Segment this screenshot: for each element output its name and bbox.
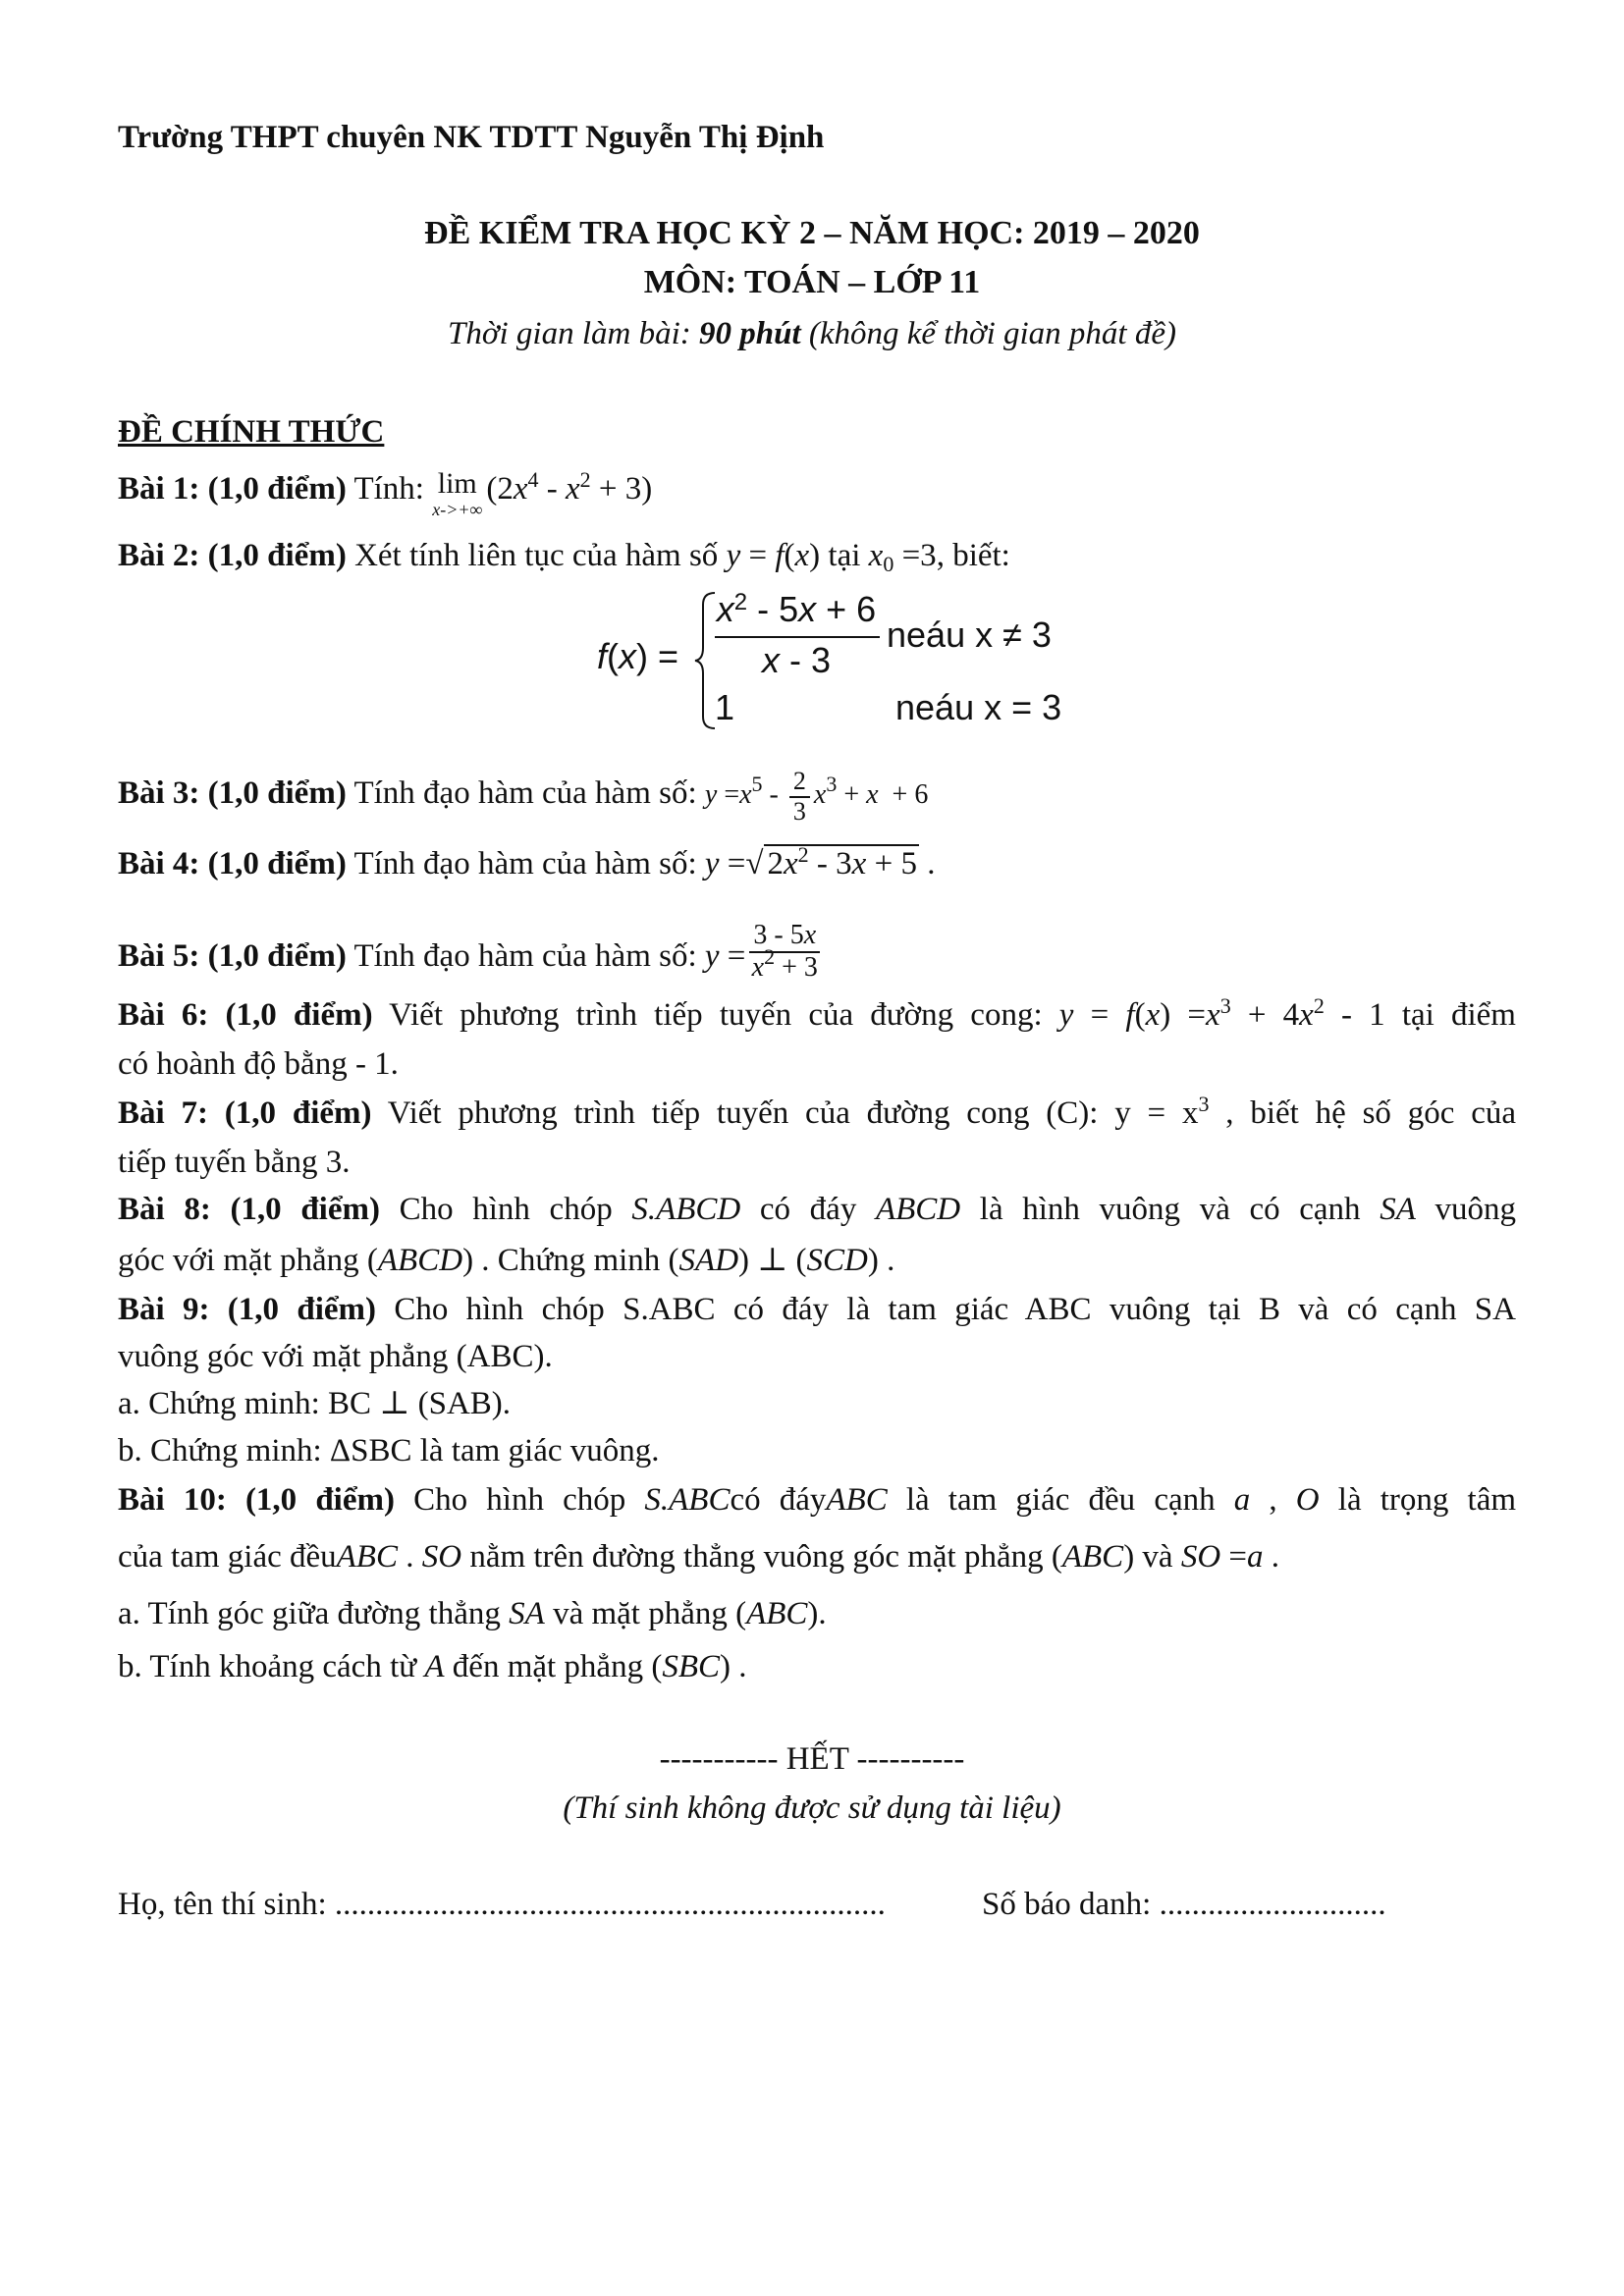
candidate-name-line: Họ, tên thí sinh: .................................................................... (118, 1887, 886, 1922)
problem-10: Bài 10: (1,0 điểm) Cho hình chóp S.ABCcó đáyABC là tam giác đều cạnh a , O là trọng tâm (118, 1482, 1517, 1518)
problem-9a: a. Chứng minh: BC ⊥ (SAB). (118, 1386, 512, 1421)
school-name: Trường THPT chuyên NK TDTT Nguyễn Thị Định (118, 120, 825, 155)
problem-10a: a. Tính góc giữa đường thẳng SA và mặt phẳng (ABC). (118, 1596, 827, 1631)
piecewise-function: f(x) = $x^2 - 5x + 6$ x - 3 neáu x ≠ 3 1 neáu x = 3 (589, 585, 1100, 732)
problem-1: Bài 1: (1,0 điểm) Tính: lim x->+∞ $(2x^4 - x^2 + 3)$ (118, 467, 653, 519)
candidate-id-line: Số báo danh: ............................ (982, 1887, 1386, 1922)
problem-5: Bài 5: (1,0 điểm) Tính đạo hàm của hàm số: y = $\frac{3 - 5x}{x^2 + 3}$ (118, 921, 824, 984)
problem-9: Bài 9: (1,0 điểm) Cho hình chóp S.ABC có đáy là tam giác ABC vuông tại B và có cạnh SA (118, 1292, 1516, 1327)
problem-10b: b. Tính khoảng cách từ A đến mặt phẳng (SBC) . (118, 1649, 747, 1684)
problem-7: Bài 7: (1,0 điểm) Viết phương trình tiếp tuyến của đường cong (C): $y = x^3$ , biết hệ số góc của (118, 1092, 1516, 1131)
exam-subject: MÔN: TOÁN – LỚP 11 (643, 264, 981, 300)
problem-8-line2: góc với mặt phẳng (ABCD) . Chứng minh (SAD) ⊥ (SCD) . (118, 1243, 895, 1278)
exam-time: Thời gian làm bài: 90 phút (không kể thời gian phát đề) (448, 316, 1176, 351)
exam-title: ĐỀ KIỂM TRA HỌC KỲ 2 – NĂM HỌC: 2019 – 2020 (424, 215, 1200, 251)
exam-note: (Thí sinh không được sử dụng tài liệu) (563, 1790, 1061, 1826)
problem-2: Bài 2: (1,0 điểm) Xét tính liên tục của hàm số y = f(x) tại $x_0 =3$, biết: (118, 538, 1010, 576)
end-marker: ----------- HẾT ---------- (659, 1741, 965, 1777)
problem-9-line2: vuông góc với mặt phẳng (ABC). (118, 1339, 553, 1374)
problem-8: Bài 8: (1,0 điểm) Cho hình chóp S.ABCD có đáy ABCD là hình vuông và có cạnh SA vuông (118, 1192, 1517, 1227)
problem-3: Bài 3: (1,0 điểm) Tính đạo hàm của hàm số: $y =x^5$ - $\frac{2}{3}$ $x^3 + x + 6$ (118, 767, 929, 826)
problem-10-line2: của tam giác đềuABC . SO nằm trên đường thẳng vuông góc mặt phẳng (ABC) và SO =a . (118, 1539, 1280, 1575)
problem-6-line2: có hoành độ bằng - 1. (118, 1046, 399, 1082)
official-heading: ĐỀ CHÍNH THỨC (118, 414, 385, 450)
problem-4: Bài 4: (1,0 điểm) Tính đạo hàm của hàm số: y =√ $2x^2 - 3x + 5$ . (118, 842, 936, 881)
problem-9b: b. Chứng minh: ΔSBC là tam giác vuông. (118, 1433, 660, 1468)
problem-6: Bài 6: (1,0 điểm) Viết phương trình tiếp tuyến của đường cong: $y = f(x) =x^3 + 4x^2 - 1$ tại điểm (118, 993, 1516, 1033)
problem-7-line2: tiếp tuyến bằng 3. (118, 1145, 351, 1180)
limit-operator: lim x->+∞ (432, 467, 483, 519)
